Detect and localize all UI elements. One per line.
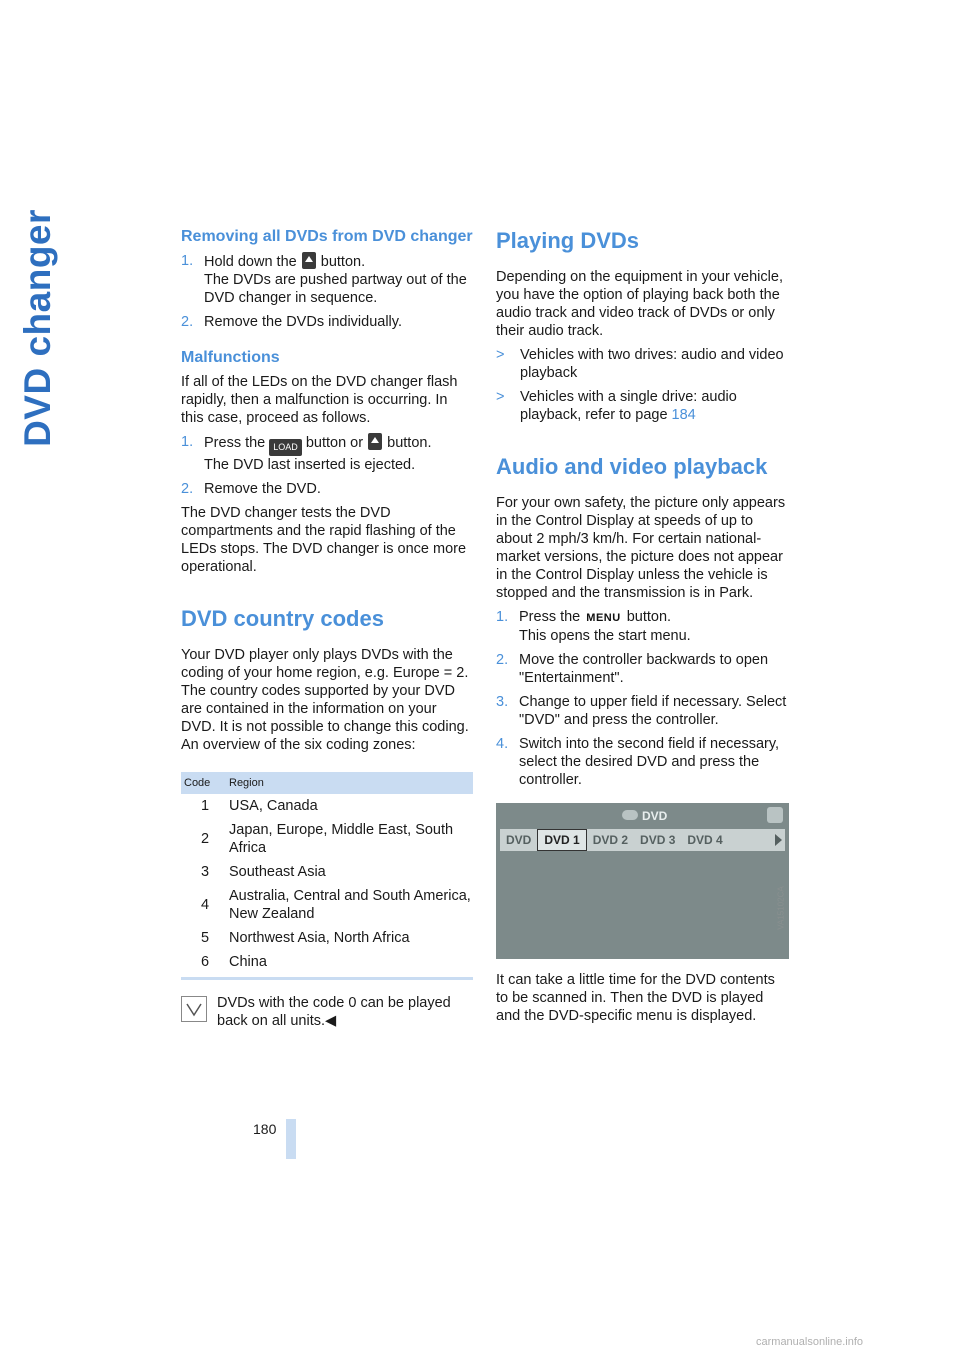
dvd-tab-bar (500, 829, 785, 851)
step-number: 3. (496, 694, 509, 710)
note-text: DVDs with the code 0 can be played back on all units. (217, 995, 451, 1029)
chapter-title-text: DVD changer (17, 209, 58, 447)
step-number: 1. (496, 609, 509, 625)
code-cell: 5 (200, 930, 210, 946)
bullet-mark: > (496, 347, 505, 363)
av-step-3 (496, 693, 789, 729)
table-row (181, 926, 473, 950)
country-codes-table (181, 772, 473, 977)
watermark: carmanualsonline.info (756, 1336, 864, 1348)
tab-dvd[interactable]: DVD (506, 833, 532, 847)
control-display-screenshot (496, 803, 789, 959)
remove-heading: Removing all DVDs from DVD changer (181, 228, 473, 245)
step-text: button or (305, 435, 364, 451)
step-text: Change to upper field if necessary. Select "DVD" and press the controller. (519, 694, 787, 728)
region-cell: China (229, 954, 267, 970)
audio-video-heading: Audio and video playback (496, 454, 768, 479)
country-codes-heading: DVD country codes (181, 606, 384, 631)
malfunction-step-1 (181, 433, 473, 474)
step-text: Press the (204, 435, 266, 451)
step-number: 1. (181, 253, 194, 269)
left-column (181, 228, 473, 1030)
bullet-text: Vehicles with a single drive: audio playback, refer to page (520, 389, 737, 423)
step-text: button. (387, 435, 432, 451)
code-cell: 1 (200, 798, 210, 814)
bullet-mark: > (496, 389, 505, 405)
screen-top-bar (496, 803, 789, 827)
playing-dvds-heading: Playing DVDs (496, 228, 640, 253)
list-item (496, 346, 789, 382)
country-codes-intro: Your DVD player only plays DVDs with the coding of your home region, e.g. Europe = 2. The country codes supported by your DVD are contained in the information on your DVD. It is not possible to change this coding. An overview of the six coding zones: (181, 647, 469, 753)
region-cell: Australia, Central and South America, New Zealand (229, 888, 471, 922)
table-row (181, 860, 473, 884)
right-column (496, 228, 789, 1031)
code-cell: 3 (200, 864, 210, 880)
image-code: VA15102CA (776, 886, 786, 930)
malfunctions-heading: Malfunctions (181, 349, 280, 366)
table-row (181, 818, 473, 860)
region-cell: USA, Canada (229, 798, 318, 814)
step-text: Press the (519, 609, 581, 625)
malfunctions-outro: The DVD changer tests the DVD compartments and the rapid flashing of the LEDs stops. The DVD changer is once more operational. (181, 505, 467, 575)
av-step-4 (496, 735, 789, 789)
table-row (181, 950, 473, 977)
step-result: The DVD last inserted is ejected. (204, 457, 416, 473)
page-number: 180 (253, 1121, 277, 1137)
region-cell: Japan, Europe, Middle East, South Africa (229, 822, 454, 856)
step-text: Remove the DVDs individually. (204, 314, 402, 330)
page-reference-link[interactable]: 184 (671, 407, 696, 423)
malfunctions-intro: If all of the LEDs on the DVD changer flash rapidly, then a malfunction is occurring. In this case, proceed as follows. (181, 374, 458, 426)
step-text: button. (320, 254, 366, 270)
compass-icon (767, 807, 783, 823)
step-text: Remove the DVD. (204, 481, 321, 497)
playing-intro: Depending on the equipment in your vehicle, you have the option of playing back both the audio track and video track of DVDs or only their audio track. (496, 269, 783, 339)
tab-dvd-1[interactable]: DVD 1 (537, 829, 586, 851)
step-number: 2. (496, 652, 509, 668)
step-number: 2. (181, 481, 194, 497)
step-number: 4. (496, 736, 509, 752)
controller-icon (622, 810, 638, 820)
page-number-bar (286, 1119, 296, 1159)
table-row (181, 794, 473, 818)
tab-dvd-4[interactable]: DVD 4 (687, 833, 723, 847)
note-end-mark: ◀ (325, 1013, 337, 1029)
remove-step-2 (181, 313, 473, 331)
audio-video-outro: It can take a little time for the DVD contents to be scanned in. Then the DVD is played and the DVD-specific menu is displayed. (496, 972, 775, 1024)
table-row (181, 884, 473, 926)
code-cell: 4 (200, 897, 210, 913)
screen-top-label: DVD (642, 809, 668, 823)
table-header-row (181, 772, 473, 794)
tab-dvd-2[interactable]: DVD 2 (592, 833, 629, 847)
av-step-2 (496, 651, 789, 687)
load-button-icon: LOAD (269, 439, 302, 456)
tab-dvd-3[interactable]: DVD 3 (640, 833, 676, 847)
menu-button-icon: MENU (586, 612, 621, 624)
region-cell: Southeast Asia (229, 864, 326, 880)
step-text: button. (626, 609, 672, 625)
step-number: 1. (181, 434, 194, 450)
step-result: This opens the start menu. (519, 628, 691, 644)
note-block (181, 994, 473, 1030)
eject-button-icon (368, 433, 382, 450)
step-result: The DVDs are pushed partway out of the DVD changer in sequence. (204, 272, 467, 306)
code-cell: 2 (200, 831, 210, 847)
step-number: 2. (181, 314, 194, 330)
region-cell: Northwest Asia, North Africa (229, 930, 410, 946)
column-header-region: Region (229, 772, 473, 794)
step-text: Switch into the second field if necessary, select the desired DVD and press the controller. (519, 736, 780, 788)
malfunction-step-2 (181, 480, 473, 498)
audio-video-intro: For your own safety, the picture only appears in the Control Display at speeds of up to about 2 mph/3 km/h. For certain national-market versions, the picture does not appear in the Control Display unless the vehicle is stopped and the transmission is in Park. (496, 495, 786, 601)
chapter-side-title (17, 209, 58, 447)
table-bottom-rule (181, 977, 473, 980)
list-item (496, 388, 789, 424)
step-text: Hold down the (204, 254, 297, 270)
code-cell: 6 (200, 954, 210, 970)
av-step-1 (496, 608, 789, 645)
eject-button-icon (302, 252, 316, 269)
remove-step-1 (181, 252, 473, 307)
step-text: Move the controller backwards to open "Entertainment". (519, 652, 769, 686)
column-header-code: Code (181, 772, 229, 794)
chevron-right-icon[interactable] (775, 834, 782, 846)
note-arrow-icon (181, 996, 207, 1022)
bullet-text: Vehicles with two drives: audio and video playback (520, 347, 784, 381)
